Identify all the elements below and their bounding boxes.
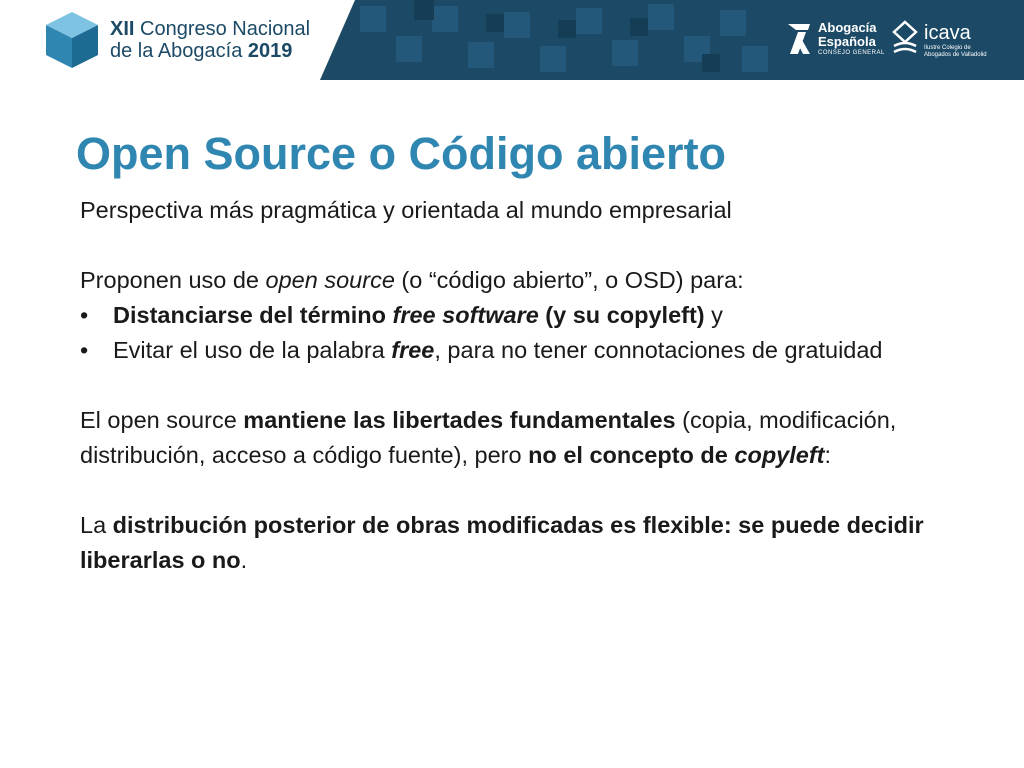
bullet-item-evitar [80,333,960,368]
congress-year: 2019 [247,40,293,62]
congress-name: Congreso Nacional [134,18,311,40]
paragraph-open-source-libertades [80,403,960,473]
slide-header [0,0,1024,80]
bold-run: distribución posterior de obras modificadas es flexible: se puede decidir liberarlas o no [80,512,924,573]
text-run: (o “código abierto”, o OSD) para: [394,267,744,293]
text-run: Proponen uso de [80,267,266,293]
paragraph-proponen [80,263,960,298]
icava-logo-subtitle-1: Ilustre Colegio de [924,45,971,51]
abogacia-logo-line1: Abogacía [818,20,877,35]
abogacia-espanola-logo-icon [786,22,812,56]
text-run: (copia, modificación, distribución, acceso a código fuente), pero [80,407,897,468]
text-run: Evitar el uso de la palabra [113,337,392,363]
congress-subtitle: de la Abogacía [110,40,248,62]
icava-logo-icon [892,20,918,58]
icava-logo-name: icava [924,22,971,44]
congress-title-line1 [110,18,310,41]
slide-title: Open Source o Código abierto [76,128,727,179]
text-run: La [80,512,113,538]
bold-run: mantiene las libertades fundamentales [243,407,676,433]
abogacia-logo-line2: Española [818,34,876,49]
bold-run: no el concepto de [528,442,735,468]
term-copyleft: copyleft [734,442,825,468]
congress-title-line2 [110,40,292,63]
term-free: free [391,337,435,363]
paragraph-perspective: Perspectiva más pragmática y orientada al mundo empresarial [80,197,732,223]
congress-cube-icon [42,10,102,70]
text-run: , para no tener connotaciones de gratuidad [434,337,883,363]
text-run: . [240,547,248,573]
spacer [80,368,960,403]
text-run: El open source [80,407,244,433]
term-open-source: open source [265,267,395,293]
text-run: : [824,442,832,468]
paragraph-distribucion [80,508,960,578]
bold-run: Distanciarse del término [113,302,393,328]
congress-edition: XII [110,18,135,40]
spacer [80,473,960,508]
text-run: y [704,302,723,328]
spacer [80,228,960,263]
icava-logo-subtitle-2: Abogados de Valladolid [924,52,987,58]
bold-run: (y su copyleft) [538,302,705,328]
bullet-item-distanciarse [80,298,960,333]
term-free-software: free software [392,302,539,328]
abogacia-logo-line3: CONSEJO GENERAL [818,50,885,56]
slide-body [80,193,960,578]
